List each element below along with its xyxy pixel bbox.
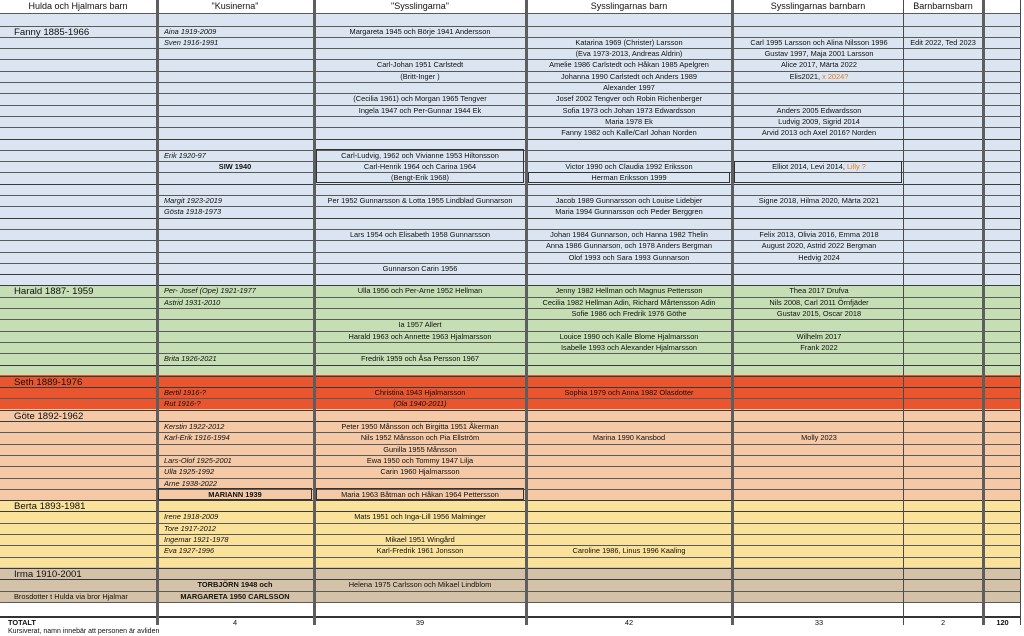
boxed-group-1 — [528, 172, 730, 183]
second-cousin-child: Johan 1984 Gunnarson, och Hanna 1982 Thelin — [550, 229, 708, 239]
boxed-group-3 — [158, 488, 312, 499]
second-cousin-child: Maria 1994 Gunnarsson och Peder Berggren — [555, 207, 703, 217]
second-cousin-name: Ulla 1956 och Per-Arne 1952 Hellman — [357, 286, 483, 296]
total-barnbarn: 33 — [814, 618, 824, 627]
second-cousin-name: Nils 1952 Månsson och Pia Ellström — [360, 433, 480, 443]
second-cousin-grandchild — [734, 116, 904, 127]
second-cousin-child: Caroline 1986, Linus 1996 Kaaling — [572, 546, 686, 556]
second-cousin-name: (Britt-Inger ) — [400, 71, 440, 81]
grid-line — [0, 478, 1020, 479]
second-cousin-grandchild — [734, 285, 904, 296]
cousin-name: Astrid 1931-2010 — [164, 297, 221, 307]
family-name: Göte 1892-1962 — [14, 410, 84, 422]
second-cousin-grandchild — [734, 48, 904, 59]
second-cousin-name: Karl-Fredrik 1961 Jonsson — [376, 546, 464, 556]
total-barnbarnsbarn: 2 — [940, 618, 946, 627]
second-cousin-grandchild — [734, 195, 904, 206]
cousin-name: Karl-Erik 1916-1994 — [164, 433, 230, 443]
header-band — [0, 14, 1020, 26]
second-cousin-child: Alexander 1997 — [603, 83, 655, 92]
second-cousin-child: Louice 1990 och Kalle Blome Hjalmarsson — [559, 331, 699, 341]
column-divider — [982, 0, 985, 625]
grandchild-text: Molly 2023 — [801, 433, 837, 443]
grandchild-text: August 2020, Astrid 2022 Bergman — [761, 241, 877, 251]
second-cousin-name: Carin 1960 Hjalmarsson — [380, 467, 460, 477]
second-cousin-name: (Ola 1940-2011) — [393, 399, 447, 409]
second-cousin-child: Jenny 1982 Hellman och Magnus Pettersson — [555, 286, 703, 296]
second-cousin-grandchild — [734, 432, 904, 443]
cousin-name-bold: MARIANN 1939 — [208, 489, 262, 499]
grandchild-text: Nils 2008, Carl 2011 Örnfjäder — [769, 297, 869, 307]
grandchild-text: Wilhelm 2017 — [796, 331, 842, 341]
grandchild-text: Gustav 1997, Maja 2001 Larsson — [764, 49, 874, 59]
family-name: Irma 1910-2001 — [14, 568, 82, 580]
cousin-name-bold: SIW 1940 — [218, 162, 252, 172]
second-cousin-name: Carl-Ludvig, 1962 och Vivianne 1953 Hiltonsson — [341, 150, 499, 160]
cousin-name: Irene 1918-2009 — [164, 512, 219, 522]
second-cousin-child: Sophia 1979 och Anna 1982 Olasdotter — [564, 388, 694, 398]
grid-line — [0, 218, 1020, 219]
cousin-name: Brita 1926-2021 — [164, 354, 217, 364]
grid-line — [0, 557, 1020, 558]
boxed-group-0 — [316, 149, 524, 183]
cousin-name: Margit 1923-2019 — [164, 196, 222, 205]
second-cousin-child: (Eva 1973-2013, Andreas Aldrin) — [575, 49, 683, 59]
column-divider — [1020, 0, 1021, 625]
grandchild-text: Hedvig 2024 — [798, 252, 840, 262]
cousin-name: Ulla 1925-1992 — [164, 467, 215, 477]
footnote: Kursiverat, namn innebär att personen är avliden — [8, 628, 160, 635]
cousin-name: Kerstin 1922-2012 — [164, 422, 225, 431]
grandchild-text: Ludvig 2009, Sigrid 2014 — [778, 116, 860, 126]
grid-line — [0, 602, 1020, 603]
cousin-name: Lars-Olof 1925-2001 — [164, 455, 232, 465]
cousin-name-bold: MARGARETA 1950 CARLSSON — [180, 591, 290, 601]
grid-line — [0, 365, 1020, 366]
second-cousin-child: Marina 1990 Kansbod — [592, 433, 666, 443]
cousin-name: Arne 1938-2022 — [164, 478, 218, 488]
grandchild-text: Gustav 2015, Oscar 2018 — [776, 309, 862, 318]
second-cousin-grandchild — [734, 229, 904, 240]
cousin-name: Sven 1916-1991 — [164, 37, 219, 47]
grandchild-text: Thea 2017 Drufva — [789, 286, 849, 296]
grandchild-unknown: Lilly ? — [844, 162, 866, 172]
second-cousin-child: Katarina 1969 (Christer) Larsson — [575, 37, 683, 47]
second-cousin-name: Mikael 1951 Wingård — [385, 535, 455, 544]
second-cousin-name: Carl-Johan 1951 Carlstedt — [376, 60, 464, 70]
second-cousin-grandchild — [734, 59, 904, 70]
second-cousin-child: Sofie 1986 och Fredrik 1976 Göthe — [571, 309, 687, 318]
cousin-name: Bertil 1916-? — [164, 388, 206, 398]
cousin-name: Rut 1916-? — [164, 399, 201, 409]
second-cousin-child: Johanna 1990 Carlstedt och Anders 1989 — [560, 71, 697, 81]
second-cousin-child: Cecilia 1982 Hellman Adin, Richard Mårtensson Adin — [542, 297, 716, 307]
grandchild-text: Arvid 2013 och Axel 2016? Norden — [761, 128, 877, 138]
grandchild-text: Signe 2018, Hilma 2020, Märta 2021 — [758, 196, 880, 205]
cousin-name: Per- Josef (Ope) 1921-1977 — [164, 286, 256, 296]
total-total: 120 — [996, 618, 1009, 627]
second-cousin-name: Maria 1963 Båtman och Håkan 1964 Pettersson — [341, 489, 499, 499]
second-cousin-grandchild — [734, 331, 904, 342]
second-cousin-grandchild — [734, 127, 904, 138]
grandchild-text: Elis2021, — [789, 71, 821, 81]
second-cousin-grandchild — [734, 252, 904, 263]
second-cousin-name: (Bengt-Erik 1968) — [391, 173, 449, 183]
cousin-name: Gösta 1918-1973 — [164, 207, 222, 217]
second-cousin-name: (Cecilia 1961) och Morgan 1965 Tengver — [353, 94, 487, 104]
great-grandchild: Edit 2022, Ted 2023 — [910, 37, 976, 47]
grid-line — [0, 523, 1020, 524]
second-cousin-name: Peter 1950 Månsson och Birgitta 1951 Åkerman — [341, 422, 499, 431]
second-cousin-grandchild — [734, 297, 904, 308]
second-cousin-name: Gunnarson Carin 1956 — [382, 263, 458, 273]
grid-line — [0, 139, 1020, 140]
column-divider — [156, 0, 159, 625]
grandchild-text: Elliot 2014, Levi 2014, — [772, 162, 845, 172]
column-header-4: Sysslingarnas barnbarn — [770, 1, 866, 11]
second-cousin-child: Amelie 1986 Carlstedt och Håkan 1985 Apelgren — [549, 60, 709, 70]
column-header-0: Hulda och Hjalmars barn — [28, 1, 128, 11]
second-cousin-grandchild — [734, 105, 904, 116]
cousin-name: Tore 1917-2012 — [164, 523, 216, 533]
second-cousin-child: Isabelle 1993 och Alexander Hjalmarsson — [561, 342, 697, 352]
second-cousin-name: Mats 1951 och Inga-Lill 1956 Malminger — [354, 512, 486, 522]
second-cousin-name: Ia 1957 Allert — [398, 320, 442, 330]
second-cousin-child: Herman Eriksson 1999 — [591, 173, 667, 183]
family-name: Harald 1887- 1959 — [14, 286, 94, 298]
total-barn: 42 — [624, 618, 634, 627]
second-cousin-name: Carl-Henrik 1964 och Carina 1964 — [363, 162, 477, 172]
second-cousin-child: Anna 1986 Gunnarson, och 1978 Anders Bergman — [546, 241, 712, 251]
grandchild-unknown: x 2024? — [820, 71, 849, 81]
second-cousin-name: Ewa 1950 och Tommy 1947 Lilja — [366, 455, 474, 465]
total-label: TOTALT — [8, 618, 36, 627]
second-cousin-grandchild — [734, 342, 904, 353]
grid-line — [0, 184, 1020, 185]
second-cousin-child: Sofia 1973 och Johan 1973 Edwardsson — [562, 105, 696, 115]
total-kusiner: 4 — [232, 618, 238, 627]
second-cousin-name: Helena 1975 Carlsson och Mikael Lindblom — [348, 580, 492, 590]
family-name: Berta 1893-1981 — [14, 501, 86, 513]
boxed-group-2 — [734, 161, 902, 184]
cousin-name-bold: TORBJÖRN 1948 och — [197, 580, 273, 590]
column-header-3: Sysslingarnas barn — [590, 1, 668, 11]
cousin-name: Erik 1920-97 — [164, 150, 206, 160]
second-cousin-child: Fanny 1982 och Kalle/Carl Johan Norden — [561, 128, 697, 138]
second-cousin-child: Victor 1990 och Claudia 1992 Eriksson — [565, 162, 693, 172]
second-cousin-grandchild — [734, 37, 904, 48]
second-cousin-child: Olof 1993 och Sara 1993 Gunnarson — [568, 252, 690, 262]
second-cousin-grandchild — [734, 240, 904, 251]
column-header-5: Barnbarnsbarn — [913, 1, 973, 11]
boxed-group-4 — [316, 488, 524, 499]
cousin-name: Eva 1927-1996 — [164, 546, 215, 556]
second-cousin-child: Maria 1978 Ek — [605, 116, 653, 126]
second-cousin-child: Josef 2002 Tengver och Robin Richenberger — [555, 94, 703, 104]
second-cousin-name: Fredrik 1959 och Åsa Persson 1967 — [361, 354, 479, 364]
column-header-2: "Sysslingarna" — [391, 1, 449, 11]
family-name: Seth 1889-1976 — [14, 376, 83, 388]
grandchild-text: Anders 2005 Edwardsson — [776, 105, 862, 115]
column-header-1: "Kusinerna" — [211, 1, 259, 11]
second-cousin-name: Harald 1963 och Annette 1963 Hjalmarsson — [348, 331, 492, 341]
grandchild-text: Felix 2013, Olivia 2016, Emma 2018 — [759, 229, 879, 239]
family-name: Fanny 1885-1966 — [14, 26, 90, 38]
grandchild-text: Alice 2017, Märta 2022 — [780, 60, 857, 70]
second-cousin-grandchild — [734, 71, 904, 82]
second-cousin-name: Per 1952 Gunnarsson & Lotta 1955 Lindblad Gunnarson — [327, 196, 513, 205]
second-cousin-name: Margareta 1945 och Börje 1941 Andersson — [349, 26, 491, 36]
irma-note: Brosdotter t Hulda via bror Hjalmar — [14, 591, 128, 601]
second-cousin-child: Jacob 1989 Gunnarsson och Louise Lidebjer — [555, 196, 703, 205]
total-sysslingar: 39 — [415, 618, 425, 627]
cousin-name: Aina 1919-2009 — [164, 26, 217, 36]
cousin-name: Ingemar 1921-1978 — [164, 535, 229, 544]
second-cousin-name: Ingela 1947 och Per-Gunnar 1944 Ek — [358, 105, 482, 115]
grandchild-text: Frank 2022 — [800, 342, 838, 352]
second-cousin-name: Gunilla 1955 Månsson — [383, 444, 457, 454]
grandchild-text: Carl 1995 Larsson och Alina Nilsson 1996 — [750, 37, 888, 47]
second-cousin-name: Christina 1943 Hjalmarsson — [374, 388, 466, 398]
second-cousin-name: Lars 1954 och Elisabeth 1958 Gunnarsson — [349, 229, 491, 239]
second-cousin-grandchild — [734, 308, 904, 319]
